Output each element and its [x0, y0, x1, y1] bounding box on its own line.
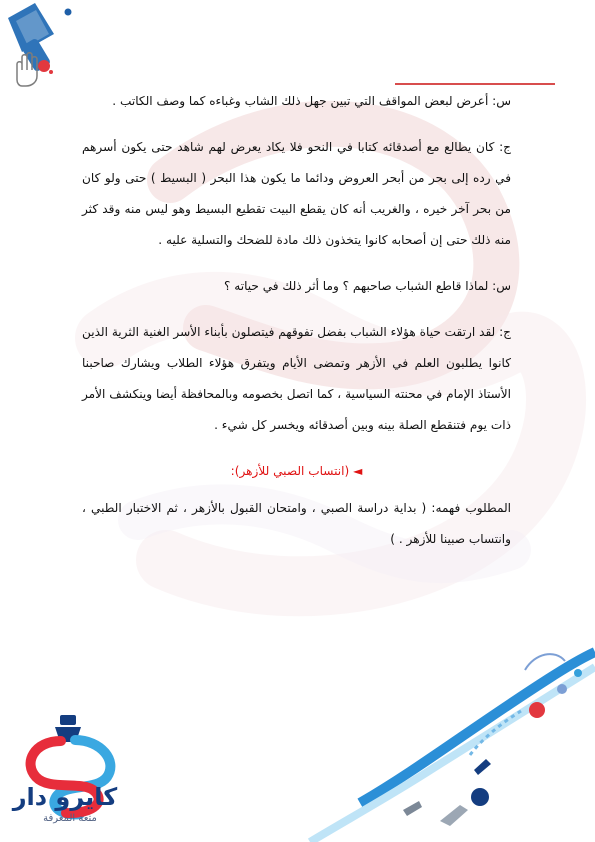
flask-icon — [8, 3, 54, 72]
brand-tagline: متعة المعرفة — [43, 813, 97, 824]
header-divider — [395, 83, 555, 85]
document-body — [82, 86, 511, 570]
required-summary: المطلوب فهمه: ( بداية دراسة الصبي ، وامتحان القبول بالأزهر ، ثم الاختبار الطبي ، وانتساب صبينا للأزهر . ) — [82, 501, 511, 546]
brand-name: كايرو دار — [12, 783, 118, 811]
answer-1: ج: كان يطالع مع أصدقائه كتابا في النحو فلا يكاد يعرض لهم شاهد حتى يكون أسرهم في رده إلى بحر من أبحر العروض ودائما ما يكون هذا البحر ( البسيط ) حتى ولو كان من بحر آخر خيره ، والغريب أنه كان يقطع البيت تقطيع البسيط وهو ليس منه وقد كثر منه ذلك حتى إن أصحابه كانوا يتخذون ذلك مادة للضحك والتسلية عليه . — [82, 140, 511, 247]
section-heading: ◄ (انتساب الصبي للأزهر): — [230, 464, 363, 478]
top-corner-decoration — [0, 0, 110, 90]
answer-2: ج: لقد ارتقت حياة هؤلاء الشباب بفضل تفوقهم فيتصلون بأبناء الأسر الغنية الثرية الذين كانوا يطلبون العلم في الأزهر وتمضى الأيام ويتفرق هؤلاء الطلاب ويشارك صاحبنا الأستاذ الإمام في محنته السياسية ، كما اتصل بخصومه وبالمحافظة أيضا وينكشف الأمر ذات يوم فتنقطع الصلة بينه وبين أصدقائه ويخسر كل شيء . — [82, 325, 511, 432]
question-2: س: لماذا قاطع الشباب صاحبهم ؟ وما أثر ذلك في حياته ؟ — [223, 279, 511, 293]
question-1: س: أعرض لبعض المواقف التي تبين جهل ذلك الشاب وغباءه كما وصف الكاتب . — [112, 94, 511, 108]
lab-decoration-icon — [300, 642, 595, 842]
